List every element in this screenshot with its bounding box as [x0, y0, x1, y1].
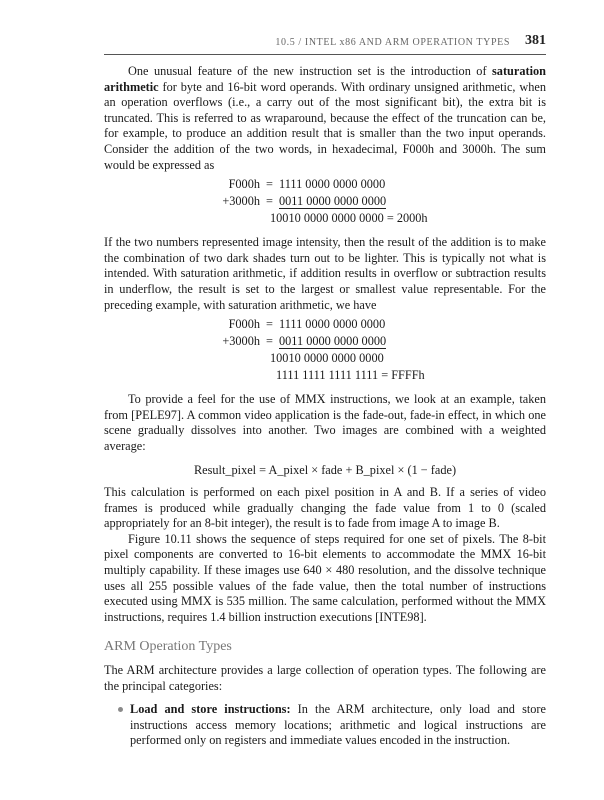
equals-sign: = — [266, 317, 273, 332]
operand-lhs: F000h — [228, 317, 260, 332]
operand-binary-underlined: 0011 0000 0000 0000 — [279, 334, 387, 349]
operand-lhs: +3000h — [222, 334, 260, 349]
paragraph-pixel-calculation: This calculation is performed on each pixel position in A and B. If a series of video frames is produced while gradually changing the fade value from 1 to 0 (scaled appropriately for an 8-bit integer), the result is to fade from image A to image B. — [104, 485, 546, 531]
operand-binary: 1111 0000 0000 0000 — [279, 177, 386, 192]
running-header-title: 10.5 / INTEL x86 AND ARM OPERATION TYPES — [275, 37, 510, 48]
paragraph-arm-intro: The ARM architecture provides a large collection of operation types. The following are the principal categories: — [104, 663, 546, 693]
fade-formula: Result_pixel = A_pixel × fade + B_pixel × (1 − fade) — [193, 462, 457, 477]
list-item — [118, 702, 546, 749]
page-number: 381 — [525, 33, 546, 48]
bullet-text: In the ARM architecture, only load and store instructions access memory locations; arithmetic and logical instructions are performed only on registers and immediate values encoded in the instruction. — [130, 702, 546, 748]
wraparound-addition-equation — [104, 177, 546, 228]
saturated-result: 1111 1111 1111 1111 = FFFFh — [276, 368, 425, 383]
paragraph-text: for byte and 16-bit word operands. With ordinary unsigned arithmetic, when an operation overflows (i.e., a carry out of the most significant bit), the extra bit is truncated. This is referred to as wraparound, because the effect of the truncation can be, for example, to produce an addition result that is smaller than the two input operands. Consider the addition of the two words, in hexadecimal, F000h and 3000h. The sum would be expressed as — [104, 79, 546, 172]
running-header — [104, 33, 546, 55]
paragraph-figure-reference: Figure 10.11 shows the sequence of steps required for one set of pixels. The 8-bit pixel components are converted to 16-bit elements to accommodate the MMX 16-bit multiply capability. If these images use 640 × 480 resolution, and the dissolve technique uses all 255 possible values of the fade value, then the total number of instructions executed using MMX is 535 million. The same calculation, performed without the MMX instructions, requires 1.4 billion instruction executions [INTE98]. — [104, 531, 546, 624]
section-heading: ARM Operation Types — [104, 639, 232, 655]
operand-binary-underlined: 0011 0000 0000 0000 — [279, 194, 387, 209]
bullet-icon — [118, 707, 123, 712]
bullet-term: Load and store instructions: — [130, 702, 291, 717]
paragraph-mmx-example: To provide a feel for the use of MMX instructions, we look at an example, taken from [PELE97]. A common video application is the fade-out, fade-in effect, in which one scene gradually dissolves into another. Two images are combined with a weighted average: — [104, 392, 546, 453]
term-saturation-arithmetic: saturation arithmetic — [104, 64, 546, 94]
paragraph-text: One unusual feature of the new instruction set is the introduction of — [128, 64, 493, 78]
sum-intermediate: 10010 0000 0000 0000 — [270, 351, 384, 366]
operand-lhs: +3000h — [222, 194, 260, 209]
page-body — [104, 64, 546, 749]
paragraph-saturation-intro — [104, 64, 546, 173]
saturation-addition-equation — [104, 317, 546, 385]
equals-sign: = — [266, 334, 273, 349]
operand-binary: 1111 0000 0000 0000 — [279, 317, 386, 332]
operand-lhs: F000h — [228, 177, 260, 192]
sum-result: 10010 0000 0000 0000 = 2000h — [270, 211, 428, 226]
paragraph-saturation-explanation: If the two numbers represented image intensity, then the result of the addition is to make the combination of two dark shades turn out to be lighter. This is typically not what is intended. With saturation arithmetic, if addition results in overflow or subtraction results in underflow, the result is set to the largest or smallest value representable. For the preceding example, with saturation arithmetic, we have — [104, 235, 546, 312]
equals-sign: = — [266, 177, 273, 192]
equals-sign: = — [266, 194, 273, 209]
